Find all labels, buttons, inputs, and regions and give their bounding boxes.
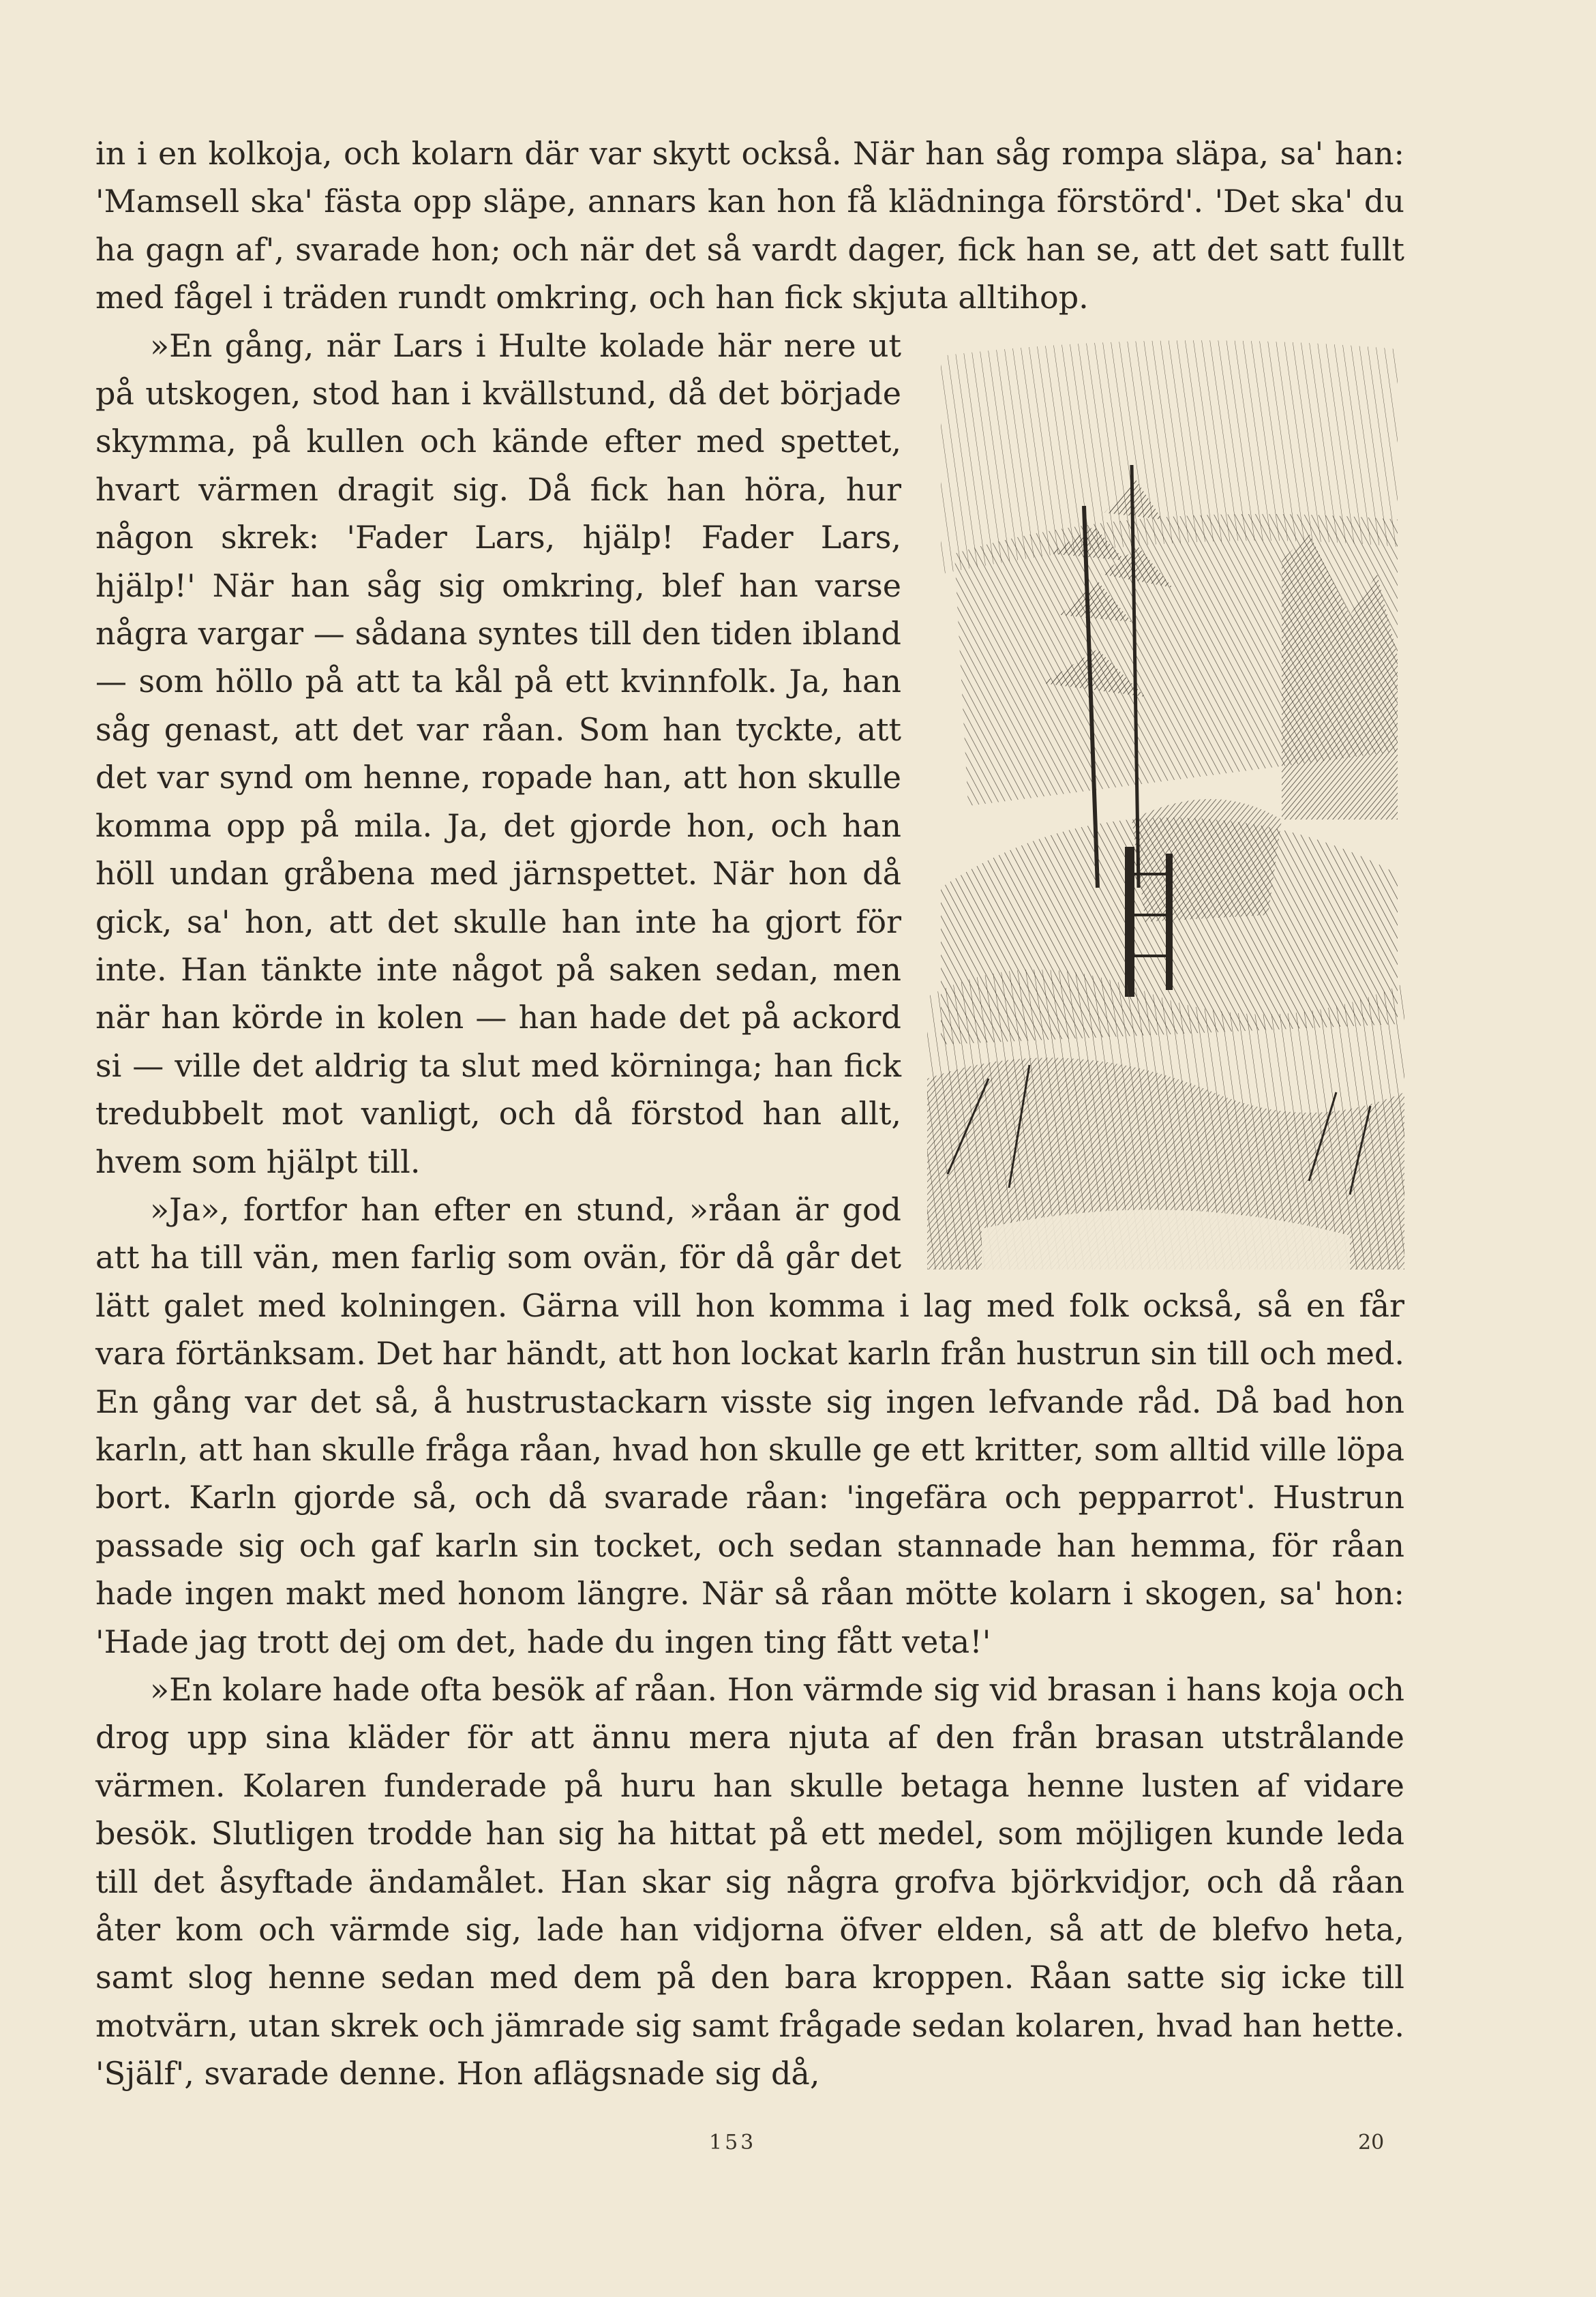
text-column: [95, 130, 1404, 2098]
signature-mark: 20: [1358, 2131, 1385, 2155]
paragraph-4: »En kolare hade ofta besök af råan. Hon värmde sig vid brasan i hans koja och drog upp sina kläder för att ännu mera njuta af den från brasan utstrålande värmen. Kolaren funderade på huru han skulle betaga henne lusten af vidare besök. Slutligen trodde han sig ha hittat på ett medel, som möjligen kunde leda till det åsyftade ändamålet. Han skar sig några grofva björkvidjor, och då råan åter kom och värmde sig, lade han vidjorna öfver elden, så att de blefvo heta, samt slog henne sedan med dem på den bara kroppen. Råan satte sig icke till motvärn, utan skrek och jämrade sig samt frågade sedan kolaren, hvad han hette. 'Själf', svarade denne. Hon aflägsnade sig då,: [95, 1671, 1404, 2092]
charcoal-kiln-forest-illustration: [927, 329, 1404, 1270]
page-number: 153: [709, 2131, 757, 2155]
paragraph-3: »Ja», fortfor han efter en stund, »råan är god att ha till vän, men farlig som ovän, för då går det lätt galet med kolningen. Gärna vill hon komma i lag med folk också, så en får vara förtänksam. Det har händt, att hon lockat karln från hustrun sin till och med. En gång var det så, å hustrustackarn visste sig ingen lefvande råd. Då bad hon karln, att han skulle fråga råan, hvad hon skulle ge ett kritter, som alltid ville löpa bort. Karln gjorde så, och då svarade råan: 'ingefära och pepparrot'. Hustrun passade sig och gaf karln sin tocket, och sedan stannade han hemma, för råan hade ingen makt med honom längre. När så råan mötte kolarn i skogen, sa' hon: 'Hade jag trott dej om det, hade du ingen ting fått veta!': [95, 1190, 1404, 1660]
paragraph-2: [95, 322, 1404, 1186]
paragraph-1: in i en kolkoja, och kolarn där var skytt också. När han såg rompa släpa, sa' han: 'Mamsell ska' fästa opp släpe, annars kan hon få klädninga förstörd'. 'Det ska' du ha gagn af', svarade hon; och när det så vardt dager, fick han se, att det satt fullt med fågel i träden rundt omkring, och han fick skjuta alltihop.: [95, 135, 1404, 316]
paragraph-2-text: »En gång, när Lars i Hulte kolade här nere ut på utskogen, stod han i kvällstund, då det började skymma, på kullen och kände efter med spettet, hvart värmen dragit sig. Då fick han höra, hur någon skrek: 'Fader Lars, hjälp! Fader Lars, hjälp!' När han såg sig omkring, blef han varse några vargar — sådana syntes till den tiden ibland — som höllo på att ta kål på ett kvinnfolk. Ja, han såg genast, att det var råan. Som han tyckte, att det var synd om henne, ropade han, att hon skulle komma opp på mila. Ja, det gjorde hon, och han höll undan gråbena med järnspettet. När hon då gick, sa' hon, att det skulle han inte ha gjort för inte. Han tänkte inte något på saken sedan, men när han körde in kolen — han hade det på ackord si — ville det aldrig ta slut med körninga; han fick tredubbelt mot vanligt, och då förstod han allt, hvem som hjälpt till.: [95, 327, 901, 1180]
illustration-drawing: [927, 329, 1404, 1270]
